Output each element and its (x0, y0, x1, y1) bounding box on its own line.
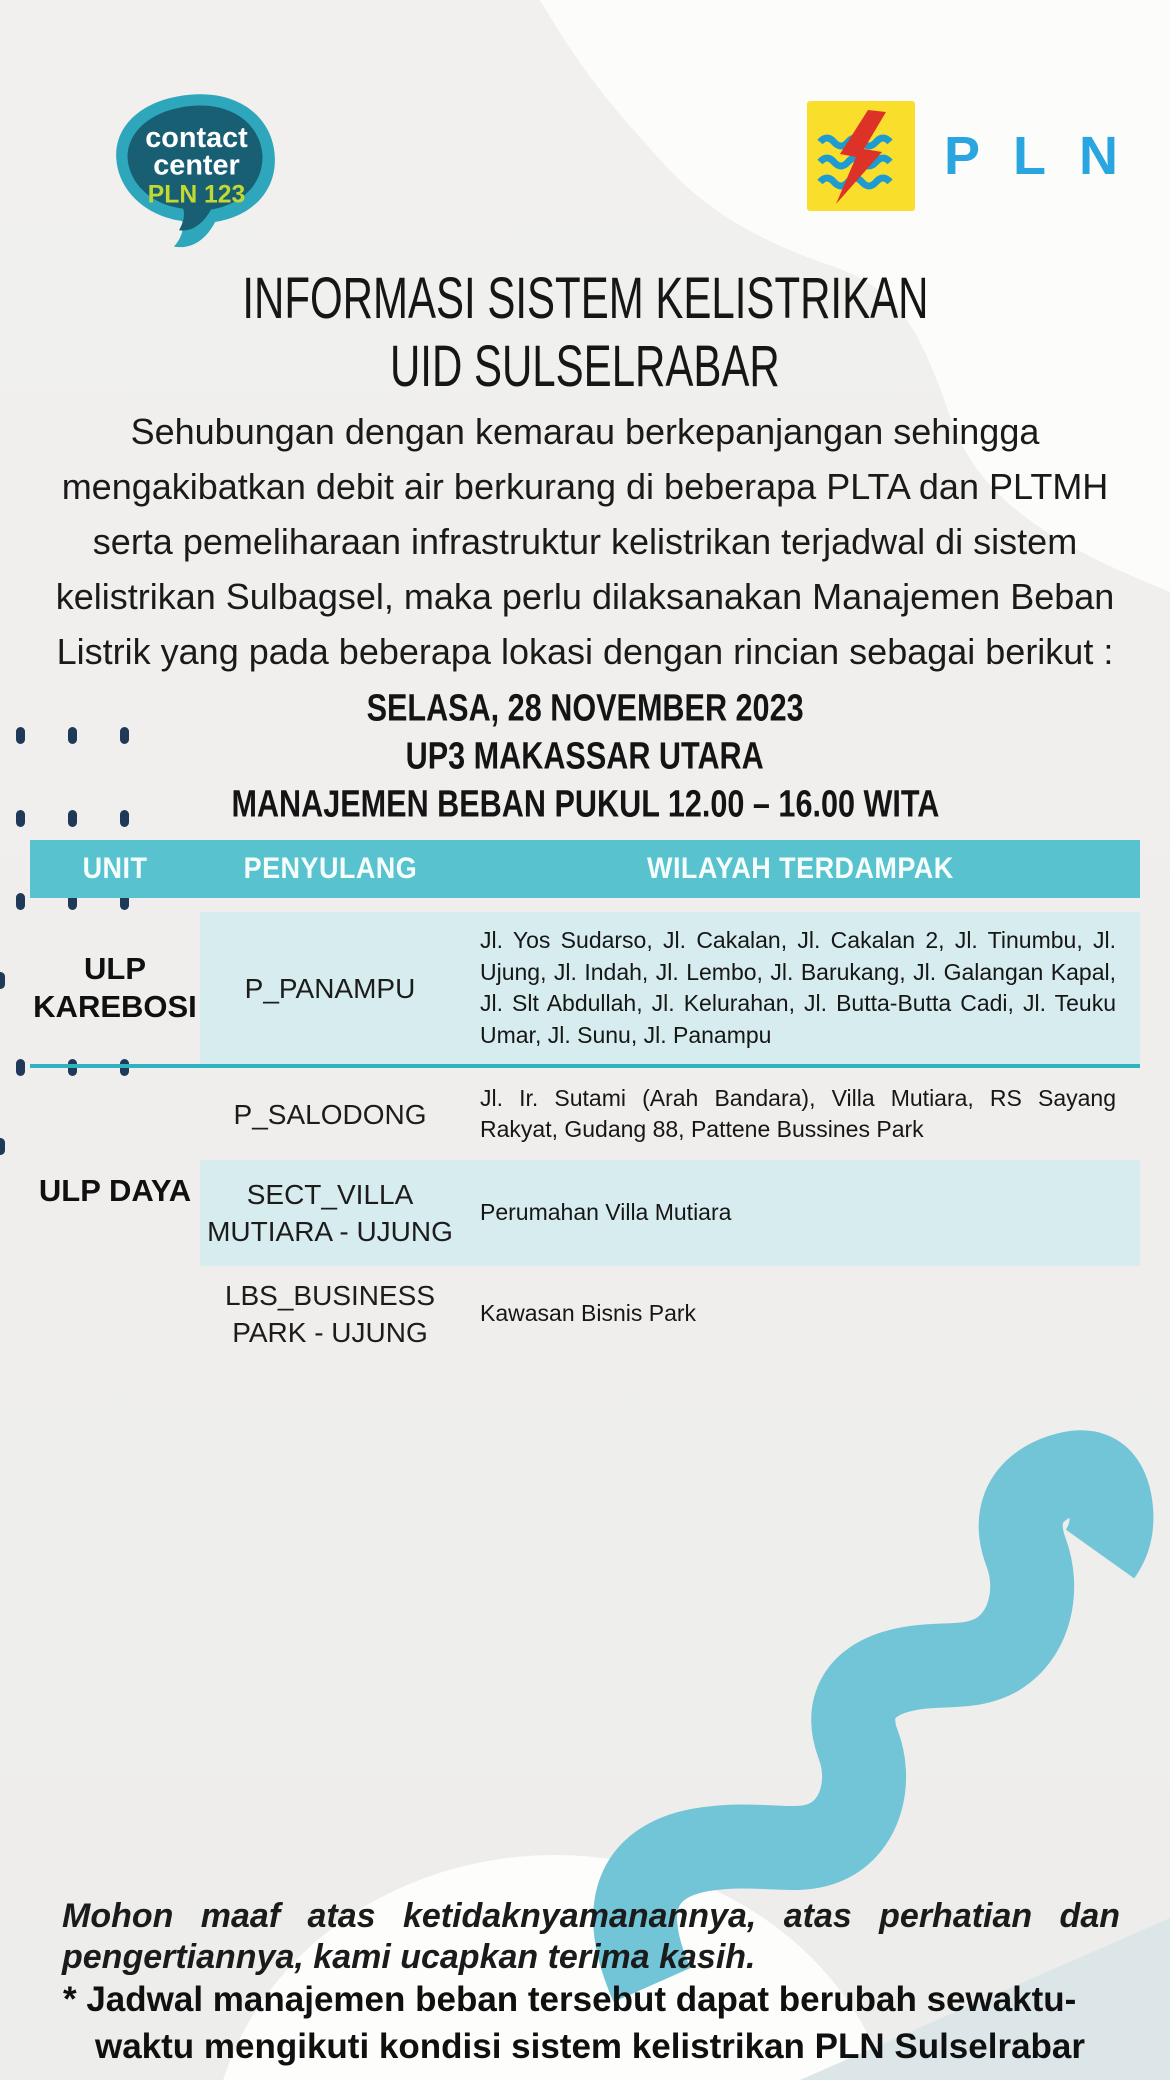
schedule-block (0, 684, 1170, 828)
outage-table (30, 840, 1140, 1362)
dot-decoration (16, 1059, 25, 1076)
intro-line: Sehubungan dengan kemarau berkepanjangan sehingga (130, 411, 1040, 452)
intro-line: kelistrikan Sulbagsel, maka perlu dilaksanakan Manajemen Beban (55, 576, 1115, 617)
table-row (30, 1160, 1140, 1266)
note-line-1: * Jadwal manajemen beban tersebut dapat berubah sewaktu- (63, 1980, 1077, 2019)
dot-decoration (0, 1138, 5, 1155)
contact-center-text-line2: center (153, 149, 240, 182)
unit-cell-empty (30, 1068, 200, 1160)
unit-cell-empty (30, 1266, 200, 1362)
intro-line: Listrik yang pada beberapa lokasi dengan rincian sebagai berikut : (56, 631, 1114, 672)
unit-cell (30, 912, 200, 1064)
wilayah-cell: Jl. Yos Sudarso, Jl. Cakalan, Jl. Cakalan 2, Jl. Tinumbu, Jl. Ujung, Jl. Indah, Jl. Lembo, Jl. Barukang, Jl. Galangan Kapal, Jl. Slt Abdullah, Jl. Kelurahan, Jl. Butta-Butta Cadi, Jl. Teuku Umar, Jl. Sunu, Jl. Panampu (460, 912, 1140, 1064)
schedule-date: SELASA, 28 NOVEMBER 2023 (366, 685, 804, 729)
penyulang-cell (200, 1160, 460, 1266)
contact-center-text-line1: contact (145, 121, 248, 154)
wilayah-cell: Jl. Ir. Sutami (Arah Bandara), Villa Mutiara, RS Sayang Rakyat, Gudang 88, Pattene Bussines Park (480, 1084, 1116, 1142)
penyulang-cell (200, 1068, 460, 1160)
penyulang-cell (200, 912, 460, 1064)
penyulang-label: P_PANAMPU (244, 972, 416, 1004)
dot-decoration (16, 893, 25, 910)
unit-label: ULP DAYA (38, 1173, 192, 1208)
penyulang-label: P_SALODONG (233, 1098, 427, 1130)
intro-paragraph (0, 404, 1170, 679)
title-line-1: INFORMASI SISTEM KELISTRIKAN (241, 264, 929, 331)
intro-line: serta pemeliharaan infrastruktur kelistrikan terjadwal di sistem (92, 521, 1078, 562)
table-row (30, 1266, 1140, 1362)
penyulang-label: LBS_BUSINESS PARK - UJUNG (224, 1280, 436, 1348)
wilayah-cell: Perumahan Villa Mutiara (460, 1160, 1140, 1266)
apology-text: Mohon maaf atas ketidaknyamanannya, atas perhatian dan pengertiannya, kami ucapkan terima kasih. (62, 1897, 1120, 1976)
unit-label: ULP KAREBOSI (33, 951, 197, 1024)
speech-bubble-icon (108, 88, 283, 253)
header-cell-penyulang: PENYULANG (243, 852, 417, 885)
unit-cell (30, 1160, 200, 1266)
page-title (0, 264, 1170, 400)
penyulang-cell (200, 1266, 460, 1362)
penyulang-label: SECT_VILLA MUTIARA - UJUNG (207, 1179, 453, 1247)
note-line-2: waktu mengikuti kondisi sistem kelistrikan PLN Sulselrabar (94, 2027, 1086, 2066)
table-row (30, 912, 1140, 1064)
schedule-unit: UP3 MAKASSAR UTARA (405, 733, 765, 777)
contact-center-logo (108, 88, 283, 253)
dot-decoration (0, 972, 5, 989)
pln-logo (806, 100, 1151, 212)
schedule-time: MANAJEMEN BEBAN PUKUL 12.00 – 16.00 WITA (231, 781, 939, 825)
header-cell-wilayah: WILAYAH TERDAMPAK (646, 852, 954, 885)
table-header-row (30, 840, 1140, 898)
pln-wordmark: PLN (944, 126, 1151, 186)
header-cell-unit: UNIT (82, 852, 148, 885)
title-line-2: UID SULSELRABAR (390, 332, 780, 399)
pln-emblem-icon (806, 100, 916, 212)
intro-line: mengakibatkan debit air berkurang di beberapa PLTA dan PLTMH (61, 466, 1109, 507)
wilayah-cell: Kawasan Bisnis Park (480, 1300, 697, 1327)
table-row (30, 1068, 1140, 1160)
schedule-change-note (45, 1976, 1135, 2070)
contact-center-text-line3: PLN 123 (147, 181, 246, 209)
